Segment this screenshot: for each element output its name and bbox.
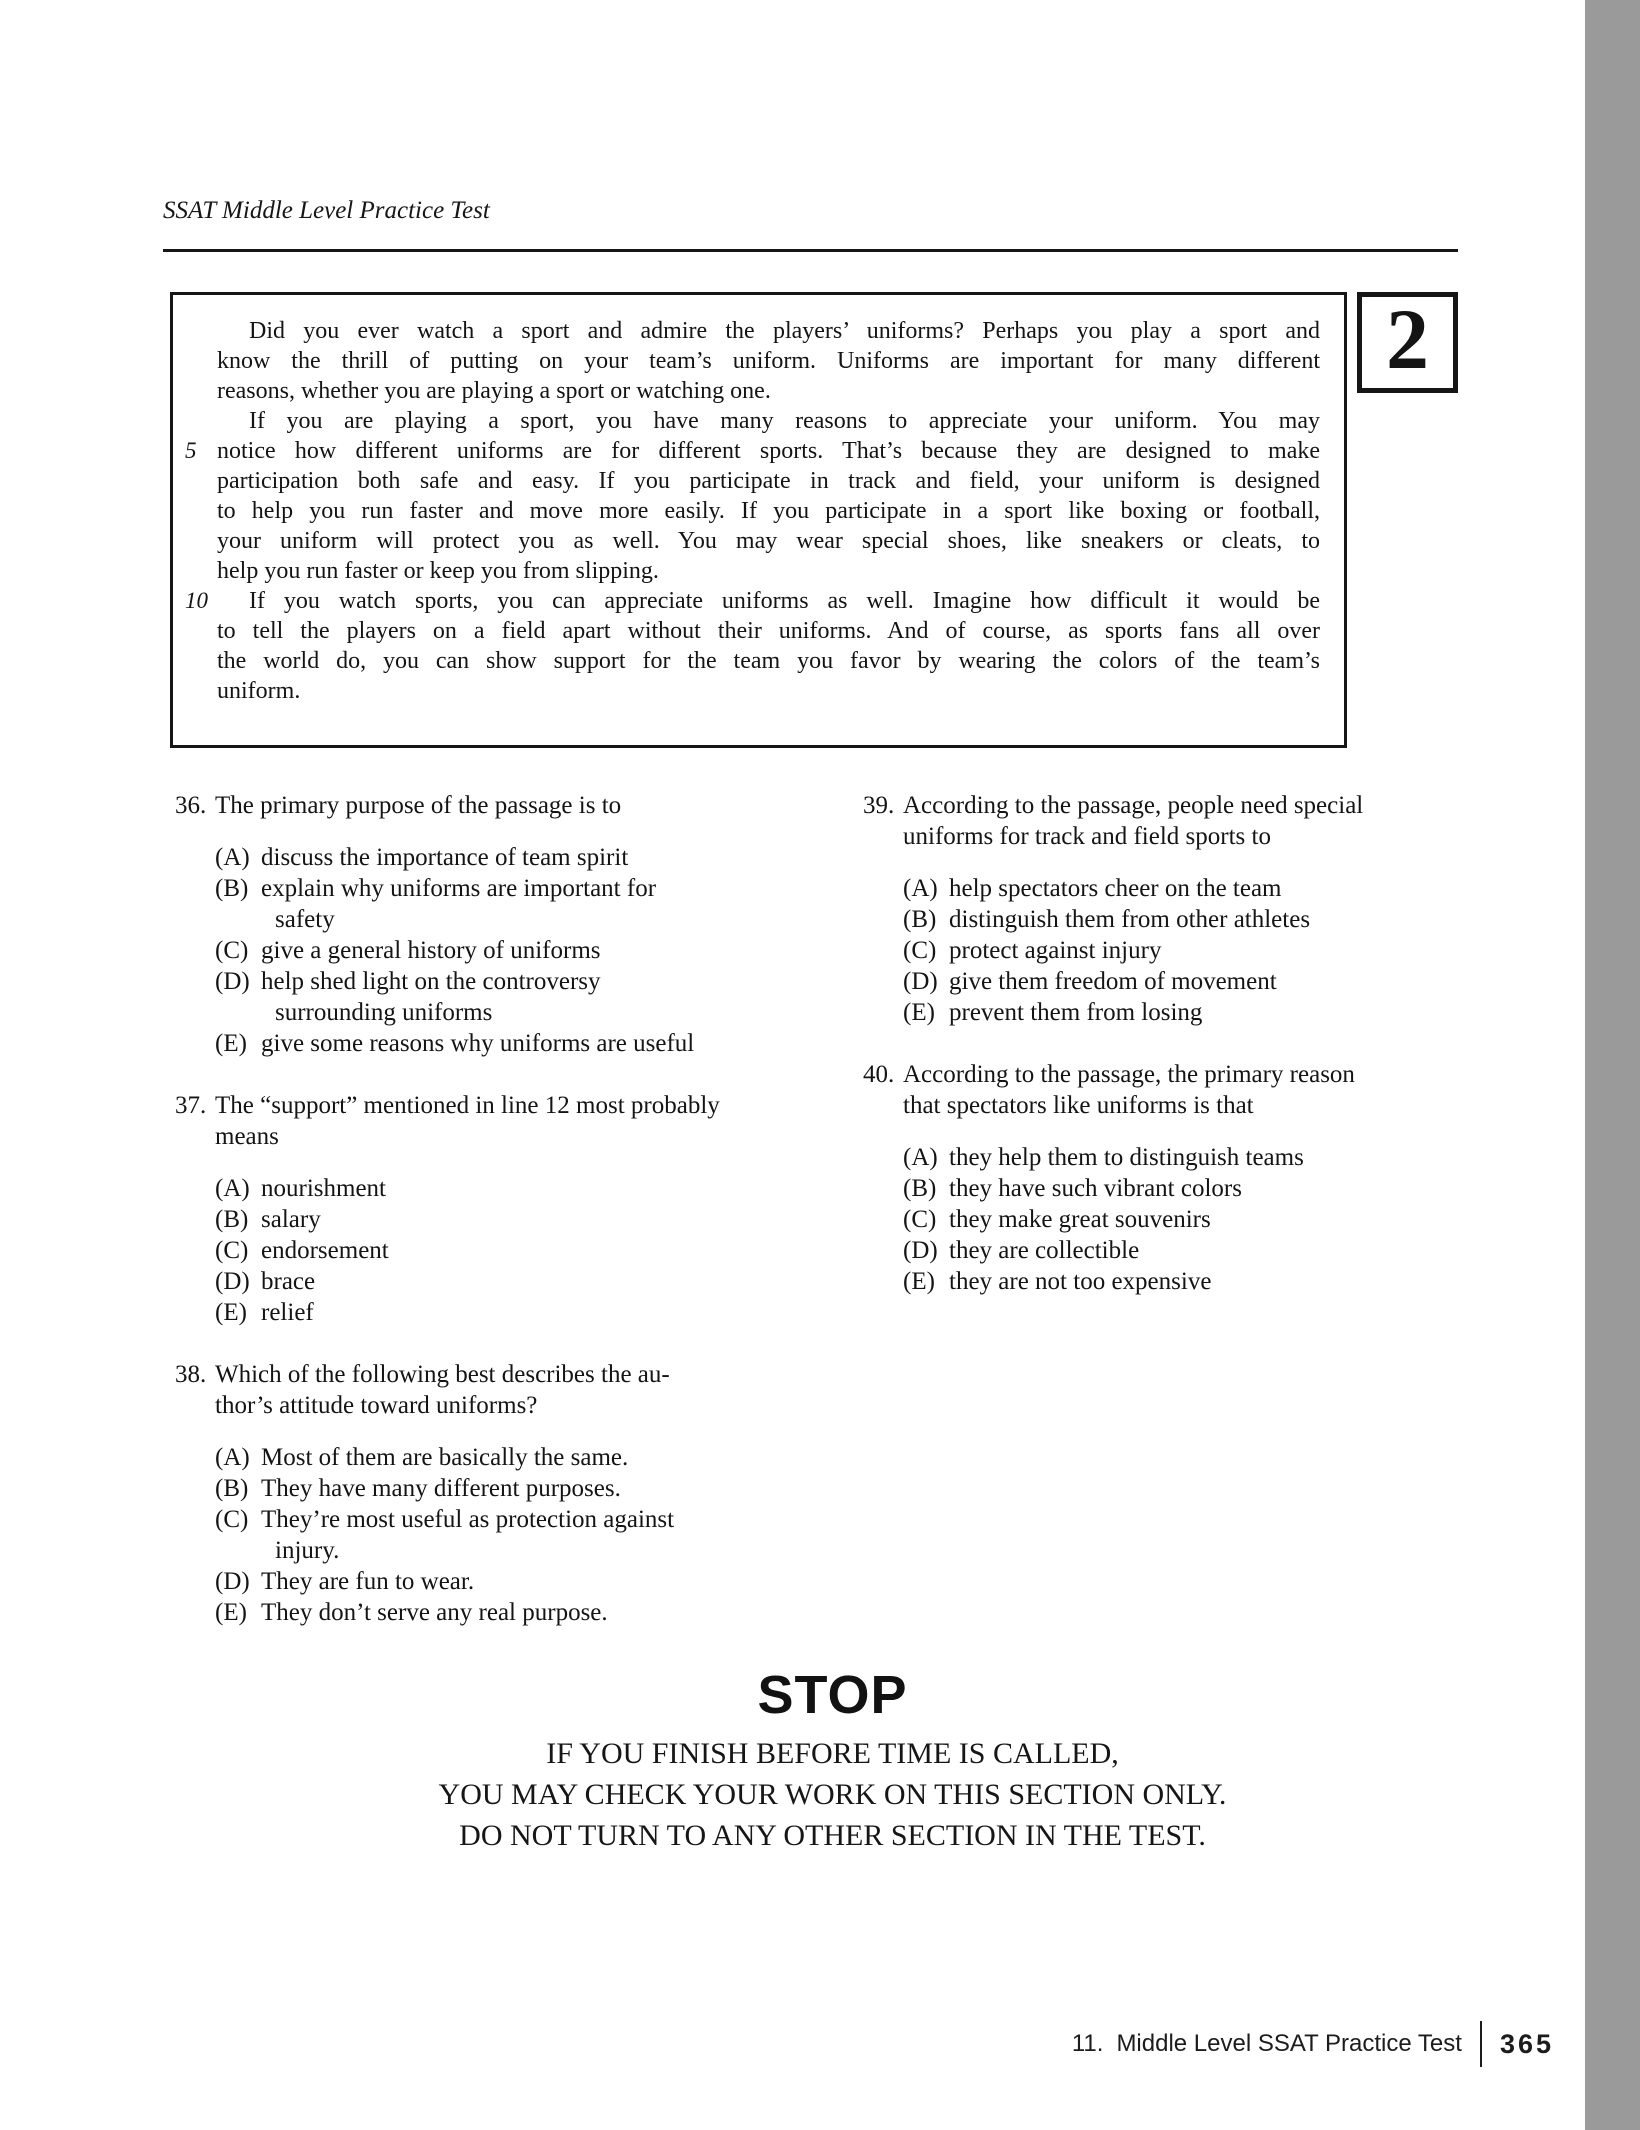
option-text bbox=[261, 1266, 315, 1297]
option-text-line: give them freedom of movement bbox=[949, 968, 1277, 995]
option-text-line: endorsement bbox=[261, 1237, 389, 1264]
question-text-line: means bbox=[215, 1123, 279, 1150]
option-text bbox=[949, 873, 1282, 904]
passage-line bbox=[173, 676, 1344, 706]
option-text bbox=[261, 842, 628, 873]
option-text bbox=[949, 997, 1202, 1028]
question-number: 39. bbox=[863, 792, 895, 819]
answer-option bbox=[215, 1235, 815, 1266]
question-text-line: uniforms for track and field sports to bbox=[903, 823, 1271, 850]
option-letter: (D) bbox=[215, 968, 250, 995]
option-text bbox=[261, 966, 601, 1028]
option-letter: (B) bbox=[215, 875, 249, 902]
answer-option bbox=[215, 1566, 815, 1597]
passage-line-text: to help you run faster and move more easily. If you participate in a sport like boxing or football, bbox=[217, 498, 1320, 524]
option-letter: (C) bbox=[903, 937, 937, 964]
option-text bbox=[261, 1597, 608, 1628]
passage-box bbox=[170, 292, 1347, 748]
option-text bbox=[949, 966, 1277, 997]
option-text bbox=[261, 1028, 694, 1059]
option-letter: (C) bbox=[903, 1206, 937, 1233]
passage-line-number bbox=[173, 556, 217, 586]
option-text bbox=[949, 935, 1161, 966]
answer-option bbox=[903, 1266, 1503, 1297]
passage-line-number bbox=[173, 646, 217, 676]
answer-option bbox=[903, 966, 1503, 997]
passage-line bbox=[173, 526, 1344, 556]
questions-column-left bbox=[175, 790, 815, 1659]
answer-option bbox=[215, 1297, 815, 1328]
question bbox=[175, 1359, 815, 1628]
option-text-line: They don’t serve any real purpose. bbox=[261, 1599, 608, 1626]
question-number: 40. bbox=[863, 1061, 895, 1088]
passage-line-number bbox=[173, 376, 217, 406]
option-text-line: distinguish them from other athletes bbox=[949, 906, 1311, 933]
passage-line bbox=[173, 556, 1344, 586]
question-number: 37. bbox=[175, 1092, 207, 1119]
passage-line bbox=[173, 466, 1344, 496]
passage-line-text: know the thrill of putting on your team’s uniform. Uniforms are important for many different bbox=[217, 348, 1320, 374]
answer-option bbox=[215, 1504, 815, 1566]
option-letter: (A) bbox=[215, 1175, 250, 1202]
option-text bbox=[261, 1297, 314, 1328]
passage-line bbox=[173, 616, 1344, 646]
option-text bbox=[261, 1566, 474, 1597]
option-text-line: safety bbox=[275, 906, 335, 933]
answer-options bbox=[215, 842, 815, 1059]
question-number: 38. bbox=[175, 1361, 207, 1388]
answer-option bbox=[903, 1173, 1503, 1204]
option-text bbox=[949, 1204, 1211, 1235]
option-text bbox=[949, 1235, 1139, 1266]
option-text-line: They’re most useful as protection against bbox=[261, 1506, 675, 1533]
option-text bbox=[261, 1442, 628, 1473]
answer-option bbox=[215, 842, 815, 873]
page-edge-bar bbox=[1585, 0, 1640, 2130]
answer-option bbox=[215, 1173, 815, 1204]
passage-text bbox=[173, 316, 1344, 706]
answer-options bbox=[215, 1442, 815, 1628]
option-letter: (A) bbox=[903, 875, 938, 902]
option-letter: (E) bbox=[215, 1030, 247, 1057]
option-letter: (B) bbox=[215, 1206, 249, 1233]
option-text-line: help spectators cheer on the team bbox=[949, 875, 1282, 902]
answer-option bbox=[215, 1597, 815, 1628]
option-letter: (B) bbox=[903, 906, 937, 933]
option-text bbox=[261, 1504, 674, 1566]
passage-line bbox=[173, 586, 1344, 616]
passage-line bbox=[173, 316, 1344, 346]
option-text-line: they are not too expensive bbox=[949, 1268, 1212, 1295]
option-text-line: they have such vibrant colors bbox=[949, 1175, 1242, 1202]
option-text-line: nourishment bbox=[261, 1175, 386, 1202]
passage-line bbox=[173, 376, 1344, 406]
passage-line-number bbox=[173, 526, 217, 556]
question-text-line: Which of the following best describes the au- bbox=[215, 1361, 670, 1388]
stop-instruction-line: YOU MAY CHECK YOUR WORK ON THIS SECTION ONLY. bbox=[438, 1778, 1227, 1811]
option-text-line: brace bbox=[261, 1268, 316, 1295]
passage-line bbox=[173, 496, 1344, 526]
passage-line-text: If you watch sports, you can appreciate uniforms as well. Imagine how difficult it would be bbox=[249, 588, 1320, 614]
option-text-line: give a general history of uniforms bbox=[261, 937, 601, 964]
stop-instruction-line: DO NOT TURN TO ANY OTHER SECTION IN THE TEST. bbox=[459, 1819, 1206, 1852]
passage-line bbox=[173, 346, 1344, 376]
footer-chapter-number: 11. bbox=[1071, 2030, 1104, 2057]
stop-instructions bbox=[170, 1733, 1495, 1856]
option-letter: (B) bbox=[903, 1175, 937, 1202]
option-text-line: salary bbox=[261, 1206, 321, 1233]
option-letter: (B) bbox=[215, 1475, 249, 1502]
passage-line-number bbox=[173, 466, 217, 496]
option-letter: (D) bbox=[903, 1237, 938, 1264]
answer-option bbox=[903, 904, 1503, 935]
page-footer bbox=[1072, 2020, 1554, 2068]
option-text bbox=[261, 1204, 321, 1235]
option-letter: (E) bbox=[215, 1299, 247, 1326]
passage-line-text: notice how different uniforms are for different sports. That’s because they are designed to make bbox=[217, 438, 1320, 464]
answer-option bbox=[215, 935, 815, 966]
question bbox=[863, 1059, 1503, 1297]
option-letter: (D) bbox=[215, 1568, 250, 1595]
footer-chapter-title: Middle Level SSAT Practice Test bbox=[1116, 2030, 1462, 2057]
option-letter: (E) bbox=[903, 999, 935, 1026]
section-number-box bbox=[1357, 292, 1458, 393]
option-text bbox=[949, 1142, 1304, 1173]
option-letter: (A) bbox=[215, 1444, 250, 1471]
question bbox=[863, 790, 1503, 1028]
question-text-line: thor’s attitude toward uniforms? bbox=[215, 1392, 538, 1419]
option-text-line: They are fun to wear. bbox=[261, 1568, 475, 1595]
running-header: SSAT Middle Level Practice Test bbox=[163, 197, 490, 224]
passage-line bbox=[173, 406, 1344, 436]
question-text-line: The primary purpose of the passage is to bbox=[215, 792, 622, 819]
option-text-line: Most of them are basically the same. bbox=[261, 1444, 629, 1471]
option-text bbox=[949, 1173, 1242, 1204]
answer-options bbox=[903, 1142, 1503, 1297]
question-text-line: The “support” mentioned in line 12 most probably bbox=[215, 1092, 720, 1119]
answer-option bbox=[903, 873, 1503, 904]
passage-line-text: the world do, you can show support for the team you favor by wearing the colors of the team’s bbox=[217, 648, 1320, 674]
question bbox=[175, 1090, 815, 1328]
option-text-line: injury. bbox=[275, 1537, 340, 1564]
passage-line-number bbox=[173, 406, 217, 436]
option-letter: (C) bbox=[215, 937, 249, 964]
question bbox=[175, 790, 815, 1059]
option-text-line: help shed light on the controversy bbox=[261, 968, 601, 995]
option-letter: (A) bbox=[215, 844, 250, 871]
passage-line-text: Did you ever watch a sport and admire the players’ uniforms? Perhaps you play a sport and bbox=[249, 318, 1320, 344]
answer-option bbox=[215, 873, 815, 935]
passage-line-number bbox=[173, 316, 217, 346]
passage-line bbox=[173, 646, 1344, 676]
footer-page-number: 365 bbox=[1499, 2028, 1554, 2059]
question-number: 36. bbox=[175, 792, 207, 819]
option-text bbox=[261, 1173, 386, 1204]
option-text-line: they are collectible bbox=[949, 1237, 1140, 1264]
option-letter: (A) bbox=[903, 1144, 938, 1171]
passage-line-text: reasons, whether you are playing a sport or watching one. bbox=[217, 378, 771, 404]
answer-option bbox=[903, 997, 1503, 1028]
option-text bbox=[261, 873, 656, 935]
footer-divider bbox=[1480, 2021, 1482, 2067]
answer-option bbox=[903, 1235, 1503, 1266]
option-letter: (C) bbox=[215, 1237, 249, 1264]
passage-line-text: your uniform will protect you as well. You may wear special shoes, like sneakers or cleats, to bbox=[217, 528, 1320, 554]
passage-line-text: If you are playing a sport, you have many reasons to appreciate your uniform. You may bbox=[249, 408, 1320, 434]
option-text bbox=[949, 904, 1310, 935]
option-text-line: they make great souvenirs bbox=[949, 1206, 1211, 1233]
section-number: 2 bbox=[1386, 290, 1429, 387]
passage-line-number: 5 bbox=[185, 438, 197, 463]
passage-line-number bbox=[173, 616, 217, 646]
stop-title: STOP bbox=[757, 1665, 908, 1725]
answer-option bbox=[215, 1473, 815, 1504]
option-letter: (D) bbox=[215, 1268, 250, 1295]
option-text-line: They have many different purposes. bbox=[261, 1475, 621, 1502]
option-letter: (E) bbox=[903, 1268, 935, 1295]
answer-option bbox=[215, 1442, 815, 1473]
question-text-line: that spectators like uniforms is that bbox=[903, 1092, 1254, 1119]
stop-instruction-line: IF YOU FINISH BEFORE TIME IS CALLED, bbox=[546, 1737, 1119, 1770]
option-text-line: prevent them from losing bbox=[949, 999, 1203, 1026]
answer-option bbox=[215, 1204, 815, 1235]
option-text-line: relief bbox=[261, 1299, 314, 1326]
passage-line-text: uniform. bbox=[217, 678, 301, 704]
answer-option bbox=[215, 966, 815, 1028]
passage-line bbox=[173, 436, 1344, 466]
passage-line-text: participation both safe and easy. If you participate in track and field, your uniform is designed bbox=[217, 468, 1320, 494]
passage-line-number bbox=[173, 346, 217, 376]
answer-options bbox=[215, 1173, 815, 1328]
answer-options bbox=[903, 873, 1503, 1028]
answer-option bbox=[215, 1266, 815, 1297]
option-text-line: protect against injury bbox=[949, 937, 1162, 964]
answer-option bbox=[903, 1142, 1503, 1173]
passage-line-number bbox=[173, 676, 217, 706]
question-text-line: According to the passage, the primary reason bbox=[903, 1061, 1355, 1088]
option-letter: (D) bbox=[903, 968, 938, 995]
option-letter: (E) bbox=[215, 1599, 247, 1626]
option-text-line: give some reasons why uniforms are useful bbox=[261, 1030, 695, 1057]
option-text-line: explain why uniforms are important for bbox=[261, 875, 657, 902]
option-text bbox=[261, 935, 601, 966]
answer-option bbox=[215, 1028, 815, 1059]
option-letter: (C) bbox=[215, 1506, 249, 1533]
passage-line-text: to tell the players on a field apart without their uniforms. And of course, as sports fans all over bbox=[217, 618, 1320, 644]
option-text-line: discuss the importance of team spirit bbox=[261, 844, 629, 871]
passage-line-number: 10 bbox=[185, 588, 208, 613]
option-text-line: surrounding uniforms bbox=[275, 999, 493, 1026]
option-text bbox=[261, 1473, 621, 1504]
questions-column-right bbox=[863, 790, 1503, 1328]
passage-line-number bbox=[173, 496, 217, 526]
option-text-line: they help them to distinguish teams bbox=[949, 1144, 1304, 1171]
stop-block bbox=[170, 1666, 1495, 1856]
passage-line-text: help you run faster or keep you from slipping. bbox=[217, 558, 659, 584]
answer-option bbox=[903, 935, 1503, 966]
option-text bbox=[261, 1235, 389, 1266]
answer-option bbox=[903, 1204, 1503, 1235]
question-text-line: According to the passage, people need special bbox=[903, 792, 1364, 819]
header-rule bbox=[163, 249, 1458, 252]
option-text bbox=[949, 1266, 1211, 1297]
